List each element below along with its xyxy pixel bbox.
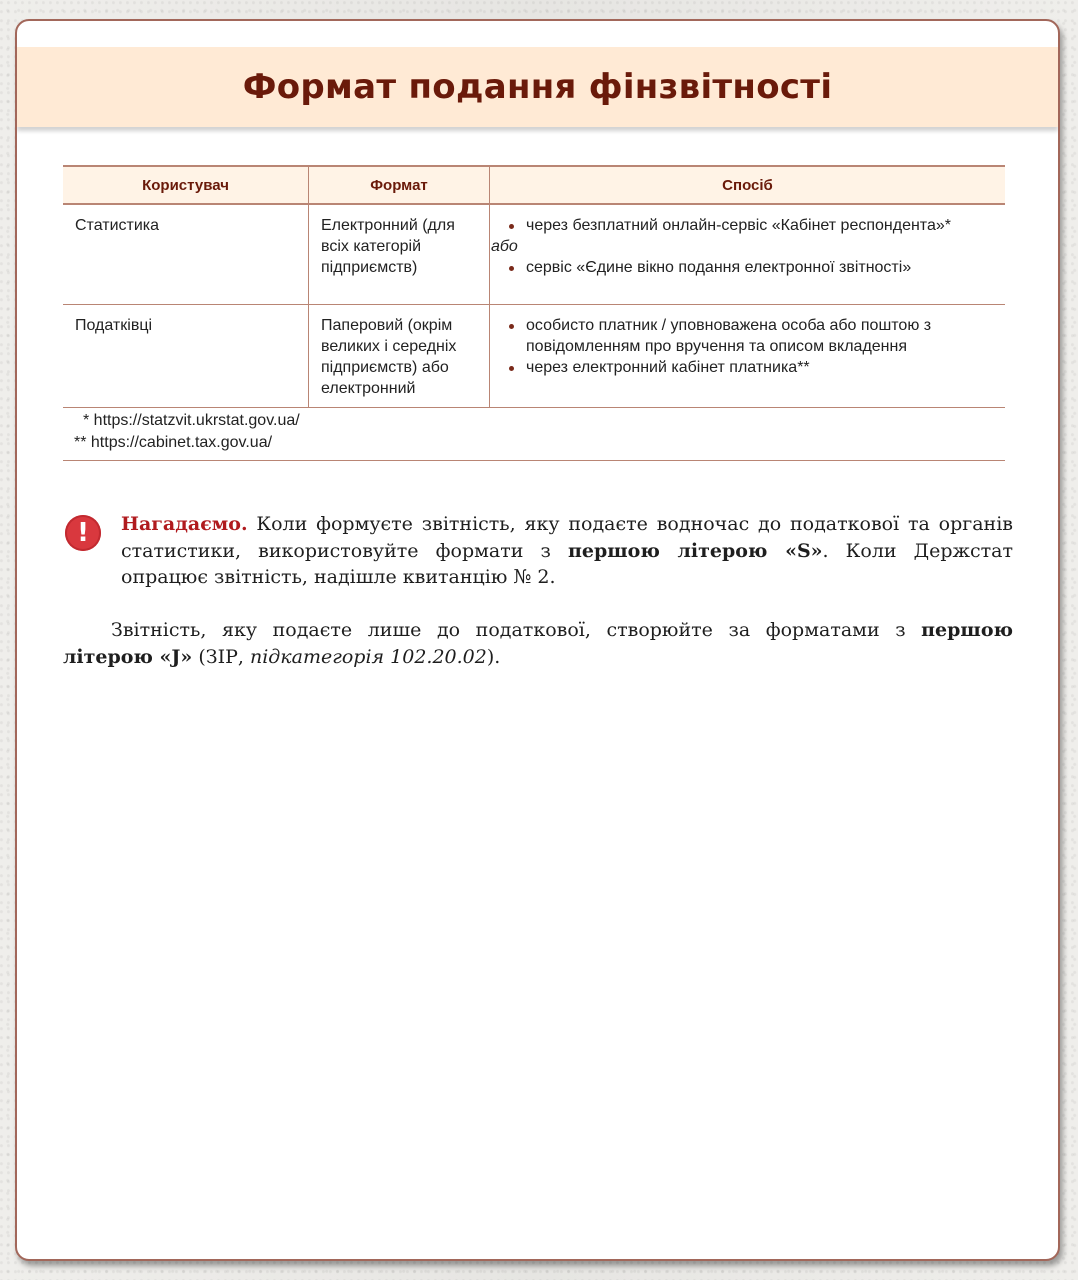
table-row	[63, 204, 1005, 304]
reminder-lead: Нагадаємо.	[121, 513, 248, 535]
column-header-user: Користувач	[63, 166, 309, 204]
content-card	[15, 19, 1060, 1261]
paragraph-text-part: ).	[486, 646, 501, 668]
column-header-method: Спосіб	[490, 166, 1006, 204]
cell-user: Податківці	[63, 304, 309, 407]
footnote-statzvit-link[interactable]: * https://statzvit.ukrstat.gov.ua/	[83, 412, 300, 429]
method-item: особисто платник / уповноважена особа або поштою з повідомленням про вручення та описом вкладення	[502, 315, 994, 357]
table-row	[63, 304, 1005, 407]
cell-method	[490, 204, 1006, 304]
reminder-bold: першою літерою «S»	[567, 539, 823, 562]
reminder-note	[63, 511, 1013, 591]
page-title: Формат подання фінзвітності	[242, 67, 833, 107]
reminder-text-part: . Коли Держстат опрацює звітність, надішле квитанцію № 2.	[121, 539, 1013, 588]
format-table	[63, 165, 1005, 408]
reminder-text-part: Коли формуєте звітність, яку подаєте водночас до податкової та органів статистики, використовуйте формати з	[121, 513, 1013, 562]
cell-method	[490, 304, 1006, 407]
method-item: через електронний кабінет платника**	[502, 357, 994, 378]
method-list	[502, 215, 994, 236]
footnote-cabinet-link[interactable]: ** https://cabinet.tax.gov.ua/	[74, 434, 273, 451]
table-header-row	[63, 166, 1005, 204]
body-paragraph	[63, 617, 1013, 671]
paragraph-text-part: Звітність, яку подаєте лише до податкової, створюйте за форматами з	[111, 619, 922, 641]
method-list	[502, 257, 994, 278]
exclamation-icon: !	[65, 515, 101, 551]
method-list	[502, 315, 994, 378]
method-item: сервіс «Єдине вікно подання електронної звітності»	[502, 257, 994, 278]
cell-user: Статистика	[63, 204, 309, 304]
cell-format: Паперовий (окрім великих і середніх підприємств) або електронний	[309, 304, 490, 407]
table-footnotes	[63, 407, 1005, 461]
separator-text: або	[491, 238, 518, 255]
cell-format: Електронний (для всіх категорій підприємств)	[309, 204, 490, 304]
paragraph-text-part: (ЗІР,	[192, 646, 250, 668]
reminder-text	[121, 511, 1013, 591]
title-band	[17, 47, 1058, 127]
method-item: через безплатний онлайн-сервіс «Кабінет респондента»*	[502, 215, 994, 236]
paragraph-italic: підкатегорія 102.20.02	[249, 646, 487, 668]
column-header-format: Формат	[309, 166, 490, 204]
paragraph-bold: першою літерою «J»	[63, 619, 1013, 668]
